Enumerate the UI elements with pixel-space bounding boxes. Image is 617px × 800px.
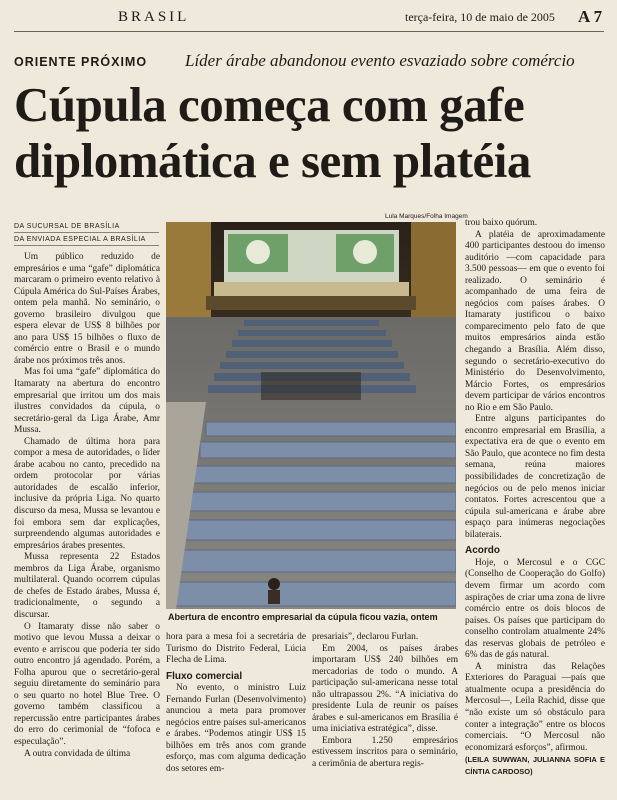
paragraph: Mussa representa 22 Estados membros da Liga Árabe, organismo multilateral. Quando ocorrem cúpulas de chefes de Estado árabes, Mussa é, tradicionalmente, o segundo a discursar. bbox=[14, 552, 160, 620]
section-name: BRASIL bbox=[118, 9, 190, 25]
byline-1: DA SUCURSAL DE BRASÍLIA bbox=[14, 223, 120, 230]
paragraph: Hoje, o Mercosul e o CGC (Conselho de Cooperação do Golfo) devem firmar um acordo com aspirações de criar uma zona de livre comércio entre os dois blocos de países. Os países que participam do conselho controlam atualmente 24% das reservas globais de petróleo e 6% das de gás natural. bbox=[465, 557, 605, 661]
paragraph: Chamado de última hora para compor a mesa de autoridades, o líder árabe acabou no canto, precedido na ordem protocolar por várias autoridades de escalão inferior, inclusive da própria Liga. No quarto discurso da mesa, Mussa se levantou e foi embora sem dar explicações, surpreendendo algumas autoridades e empresários árabes presentes. bbox=[14, 436, 160, 551]
kicker: ORIENTE PRÓXIMO bbox=[14, 55, 148, 69]
paragraph: presariais”, declarou Furlan. bbox=[312, 632, 419, 642]
paragraph: hora para a mesa foi a secretária de Turismo do Distrito Federal, Lúcia Flecha de Lima. bbox=[166, 632, 306, 666]
paragraph: Em 2004, os países árabes importaram US$ 240 bilhões em mercadorias de todo o mundo. A participação sul-americana nesse total não ultrapassou 2%. “A iniciativa do presidente Lula de reunir os países árabes e sul-americanos em Brasília é uma iniciativa estratégica”, disse. bbox=[312, 643, 458, 735]
issue-date: terça-feira, 10 de maio de 2005 bbox=[405, 10, 555, 24]
paragraph: A ministra das Relações Exteriores do Paraguai —país que atualmente ocupa a presidência do Mercosul—, Leila Rachid, disse que “não existe um só obstáculo para conter a integração” entre os blocos comerciais. “O Mercosul não economizará esforços”, afirmou. bbox=[465, 661, 605, 753]
paragraph: A outra convidada de última bbox=[24, 748, 131, 759]
byline-2: DA ENVIADA ESPECIAL A BRASÍLIA bbox=[14, 236, 146, 243]
paragraph: Embora 1.250 empresários estivessem inscritos para o seminário, a cerimônia de abertura regis- bbox=[312, 735, 458, 770]
subhead-fluxo-comercial: Fluxo comercial bbox=[166, 670, 243, 682]
author-signature: (LEILA SUWWAN, JULIANNA SOFIA E CÍNTIA CARDOSO) bbox=[465, 755, 605, 776]
auditorium-photo bbox=[166, 222, 456, 609]
byline-rule bbox=[14, 245, 159, 246]
column-1 bbox=[14, 252, 160, 760]
photo-credit: Lula Marques/Folha Imagem bbox=[385, 213, 468, 220]
paragraph: Um público reduzido de empresários e uma “gafe” diplomática marcaram o primeiro evento relativo à Cúpula América do Sul-Países Árabes, ontem pela manhã. No seminário, o governo brasileiro divulgou que espera elevar de US$ 8 bilhões por ano para US$ 15 bilhões o fluxo de comércio entre o Brasil e o mundo árabe nos próximos três anos. bbox=[14, 252, 160, 366]
subhead-acordo: Acordo bbox=[465, 545, 500, 557]
paragraph: trou baixo quórum. bbox=[465, 218, 538, 228]
column-4 bbox=[465, 218, 605, 777]
headline-line-2: diplomática e sem platéia bbox=[14, 133, 531, 188]
paragraph: No evento, o ministro Luiz Fernando Furlan (Desenvolvimento) anunciou a meta para promover negócios entre países sul-americanos e árabes. “Podemos atingir US$ 15 bilhões em três anos com grande esforço, mas com alguma dedicação dos setores em- bbox=[166, 683, 306, 775]
byline-rule bbox=[14, 232, 159, 233]
photo-caption: Abertura de encontro empresarial da cúpula ficou vazia, ontem bbox=[168, 612, 438, 622]
paragraph: A platéia de aproximadamente 400 participantes destoou do imenso auditório —com capacidade para 3.500 pessoas— em que o evento foi realizado. O seminário é acompanhado de uma feira de negócios com países árabes. O Itamaraty justificou o baixo comparecimento pelo fato de que muitos empresários ainda estão chegando a Brasília. Além disso, segundo o secretário-executivo do Ministério do Desenvolvimento, Márcio Fortes, os empresários devem participar de vários encontros no Rio e em São Paulo. bbox=[465, 229, 605, 413]
paragraph: O Itamaraty disse não saber o motivo que levou Mussa a deixar o evento e arriscou que poderia ter sido outro encontro já agendado. Porém, a Folha apurou que o secretário-geral seguiu diretamente do seminário para o seu quarto no hotel Blue Tree. O governo também classificou a repercussão entre participantes árabes do erro do cerimonial de “fofoca e especulação”. bbox=[14, 621, 160, 747]
paragraph: Mas foi uma “gafe” diplomática do Itamaraty na abertura do encontro empresarial que irritou um dos mais ilustres convidados da cúpula, o secretário-geral da Liga Árabe, Amr Mussa. bbox=[14, 367, 160, 436]
header-rule bbox=[14, 31, 604, 32]
column-3 bbox=[312, 632, 458, 771]
page-number: A 7 bbox=[578, 7, 603, 26]
paragraph: Entre alguns participantes do encontro empresarial em Brasília, a expectativa era de que o evento em São Paulo, que acontece no fim desta semana, reúna maiores possibilidades de concretização de negócios ou de pelo menos iniciar contatos. Fortes acrescentou que a cúpula sul-americana e árabe abre espaço para inúmeras negociações bilaterais. bbox=[465, 414, 605, 540]
column-2 bbox=[166, 632, 306, 776]
kicker-subtitle: Líder árabe abandonou evento esvaziado sobre comércio bbox=[185, 51, 575, 70]
headline-line-1: Cúpula começa com gafe bbox=[14, 77, 525, 132]
